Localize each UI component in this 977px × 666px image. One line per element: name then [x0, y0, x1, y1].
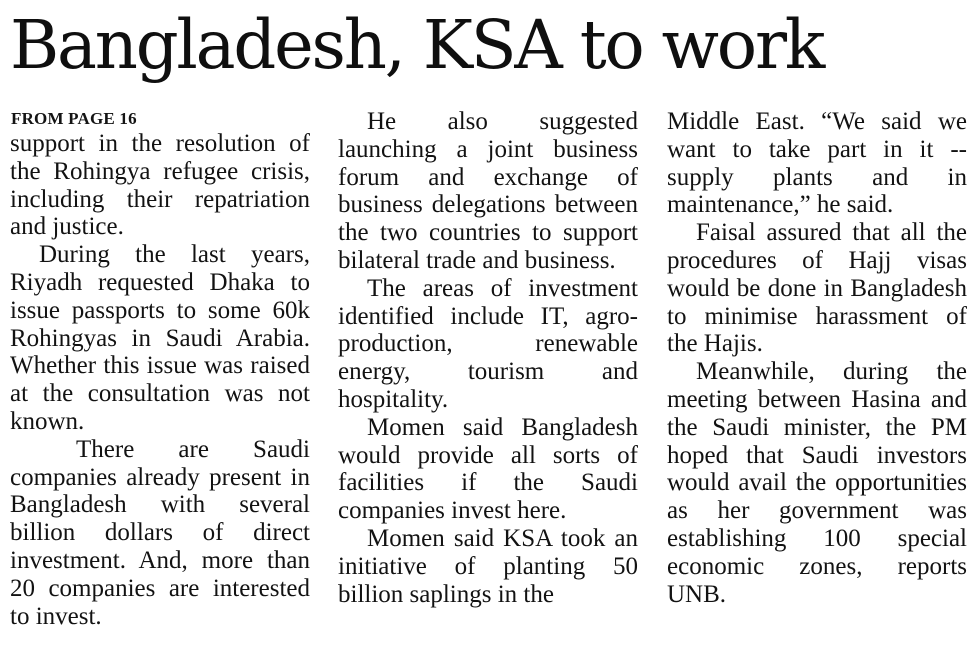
paragraph: He also suggested launching a joint business forum and exchange of business delegations between the two countries to support bilateral trade and business.	[338, 108, 638, 274]
paragraph: support in the resolution of the Rohingya refugee crisis, including their repatriation and justice.	[10, 130, 310, 241]
paragraph: Momen said KSA took an initiative of planting 50 billion saplings in the	[338, 524, 638, 608]
paragraph: Middle East. “We said we want to take part in it -- supply plants and in maintenance,” he said.	[667, 108, 967, 219]
paragraph: Faisal assured that all the procedures of Hajj visas would be done in Bangladesh to minimise harassment of the Hajis.	[667, 219, 967, 358]
headline: Bangladesh, KSA to work	[10, 6, 824, 84]
paragraph: The areas of investment identified include IT, agro-production, renewable energy, tourism and hospitality.	[338, 274, 638, 413]
article-column-1	[10, 108, 310, 630]
paragraph: During the last years, Riyadh requested Dhaka to issue passports to some 60k Rohingyas in Saudi Arabia. Whether this issue was raised at the consultation was not known.	[10, 241, 310, 435]
paragraph: There are Saudi companies already present in Bangladesh with several billion dollars of direct investment. And, more than 20 companies are interested to invest.	[10, 435, 310, 630]
paragraph: Momen said Bangladesh would provide all sorts of facilities if the Saudi companies invest here.	[338, 413, 638, 525]
paragraph: Meanwhile, during the meeting between Hasina and the Saudi minister, the PM hoped that Saudi investors would avail the opportunities as her government was establishing 100 special economic zones, reports UNB.	[667, 358, 967, 608]
continued-from-page-label: FROM PAGE 16	[11, 109, 137, 128]
article-column-2	[338, 108, 638, 608]
article-column-3	[667, 108, 967, 608]
